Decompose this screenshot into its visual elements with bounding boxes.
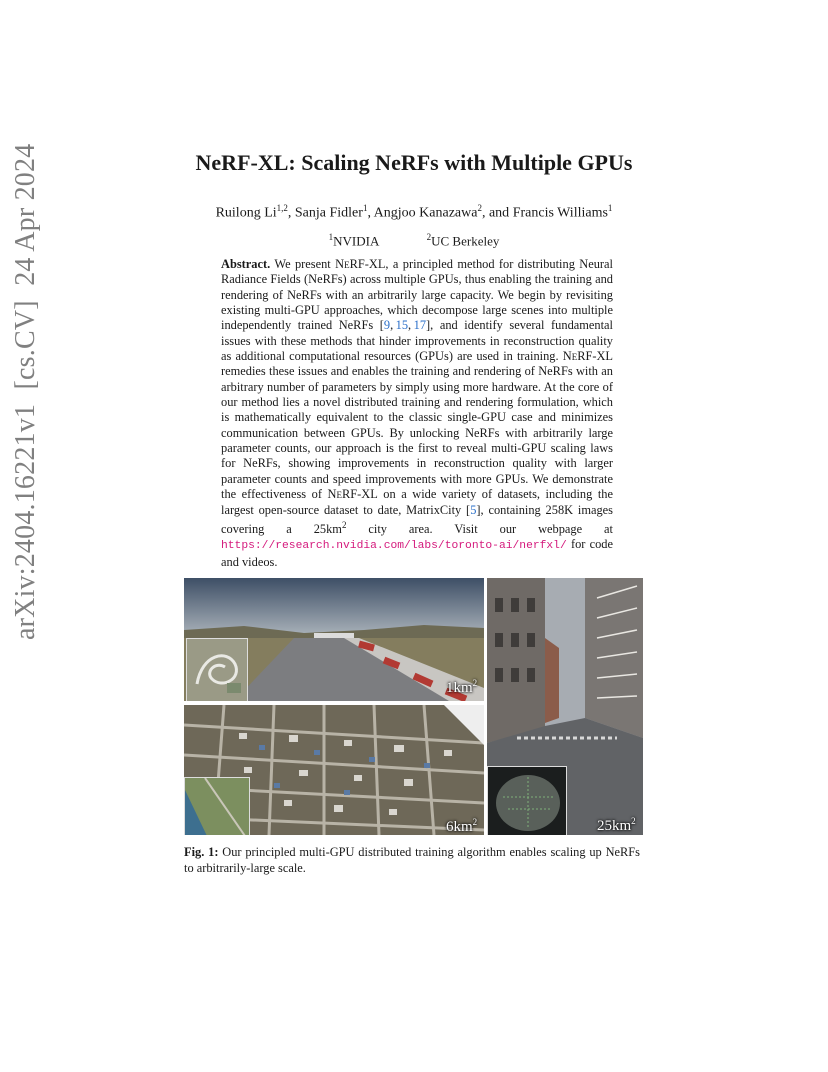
affiliation <box>329 232 380 249</box>
author-affil-sup: 1,2 <box>276 203 288 213</box>
affil-sup: 1 <box>328 232 334 242</box>
city-street-render-image <box>487 578 643 835</box>
author-name: Sanja Fidler <box>294 205 363 221</box>
affiliations <box>0 232 828 249</box>
racetrack-overview-inset <box>186 638 248 701</box>
author-name: Ruilong Li <box>215 205 277 221</box>
abstract-label: Abstract. <box>221 257 271 271</box>
author-affil-sup: 2 <box>477 203 482 213</box>
abstract-text: ], and identify several fundamental issues with these methods that hinder improvements in reconstruction quality as additional computational resources (GPUs) are used in training. <box>221 318 613 364</box>
track-map-icon <box>187 639 247 701</box>
arxiv-side-stamp: arXiv:2404.16221v1 [cs.CV] 24 Apr 2024 <box>10 143 41 640</box>
abstract: Abstract. We present NeRF-XL, a principled method for distributing Neural Radiance Fields (NeRFs) across multiple GPUs, thus enabling the training and rendering of NeRFs with an arbitrarily large capacity. We begin by revisiting existing multi-GPU approaches, which decompose large scenes into multiple independently trained NeRFs [9, 15, 17], and identify several fundamental issues with these methods that hinder improvements in reconstruction quality as additional computational resources (GPUs) are used in training. NeRF-XL remedies these issues and enables the training and rendering of NeRFs with an arbitrary number of parameters by simply using more hardware. At the core of our method lies a novel distributed training and rendering formulation, which is mathematically equivalent to the classic single-GPU case and minimizes communication between GPUs. By unlocking NeRFs with arbitrarily large parameter counts, our approach is the first to reveal multi-GPU scaling laws for NeRFs, showing improvements in reconstruction quality with larger parameter counts and speed improvements with more GPUs. We demonstrate the effectiveness of NeRF-XL on a wide variety of datasets, including the largest open-source dataset to date, MatrixCity [5], containing 258K images covering a $25km^2$ city area. Visit our webpage at https://research.nvidia.com/labs/toronto-ai/nerfxl/ for code and videos. <box>221 257 613 569</box>
citation-link[interactable]: 17 <box>413 318 427 333</box>
method-name: NeRF-XL <box>327 487 378 502</box>
abstract-text: , a principled method for distributing Neural Radiance Fields (NeRFs) across multiple GPUs, thus enabling the training and rendering of NeRFs with an arbitrarily large capacity. We begin by revisiting existing multi-GPU approaches, which decompose large scenes into multiple independently trained NeRFs [ <box>221 257 613 333</box>
author-name: Angjoo Kanazawa <box>373 205 478 221</box>
method-name: NeRF-XL <box>335 257 386 271</box>
citation-link[interactable]: 15 <box>395 318 409 333</box>
city-overview-inset <box>487 766 567 835</box>
method-name: NeRF-XL <box>562 349 613 364</box>
paper-title: NeRF-XL: Scaling NeRFs with Multiple GPUs <box>195 150 633 175</box>
superscript: 2 <box>341 519 347 530</box>
affil-name: UC Berkeley <box>431 233 500 249</box>
author-affil-sup: 1 <box>362 203 368 213</box>
scale-label-6km: $6km^2$ <box>446 817 478 835</box>
abstract-text: We present <box>270 257 336 271</box>
webpage-link[interactable]: https://research.nvidia.com/labs/toronto-ai/nerfxl/ <box>221 540 567 553</box>
racetrack-render-image <box>184 578 484 701</box>
abstract-text: for code and videos. <box>221 537 613 569</box>
abstract-text: ], containing 258K images covering a 25km <box>221 502 613 536</box>
caption-text: Our principled multi-GPU distributed training algorithm enables scaling up NeRFs to arbitrarily-large scale. <box>184 845 640 875</box>
affil-sup: 2 <box>426 232 432 242</box>
scale-label-25km: $25km^2$ <box>597 816 636 834</box>
affil-name: NVIDIA <box>333 233 380 249</box>
scale-label-1km: $1km^2$ <box>446 678 478 696</box>
citation-link[interactable]: 9 <box>383 318 391 333</box>
affiliation <box>427 232 500 249</box>
coastline-map-icon <box>185 778 249 835</box>
abstract-text: city area. Visit our webpage at <box>346 521 613 536</box>
figure-caption <box>184 845 640 876</box>
coastline-overview-inset <box>184 777 250 835</box>
abstract-text: on a wide variety of datasets, including the largest open-source dataset to date, MatrixCity [ <box>221 487 613 517</box>
aerial-town-render-image <box>184 705 484 835</box>
citation-link[interactable]: 5 <box>470 502 477 517</box>
author-name: Francis Williams <box>512 205 608 221</box>
abstract-text: remedies these issues and enables the training and rendering of NeRFs with an arbitrary number of parameters by simply using more hardware. At the core of our method lies a novel distributed training and rendering formulation, which is mathematically equivalent to the classic single-GPU case and minimizes communication between GPUs. By unlocking NeRFs with arbitrarily large parameter counts, our approach is the first to reveal multi-GPU scaling laws for NeRFs, showing improvements in reconstruction quality with larger parameter counts and speed improvements with more GPUs. We demonstrate the effectiveness of <box>221 364 613 502</box>
city-map-icon <box>488 767 566 835</box>
caption-label: Fig. 1: <box>184 845 219 859</box>
author-list: Ruilong Li$^{1,2}$, Sanja Fidler$^1$, Angjoo Kanazawa$^2$, and Francis Williams$^1$ <box>215 203 613 221</box>
author-affil-sup: 1 <box>607 203 613 213</box>
